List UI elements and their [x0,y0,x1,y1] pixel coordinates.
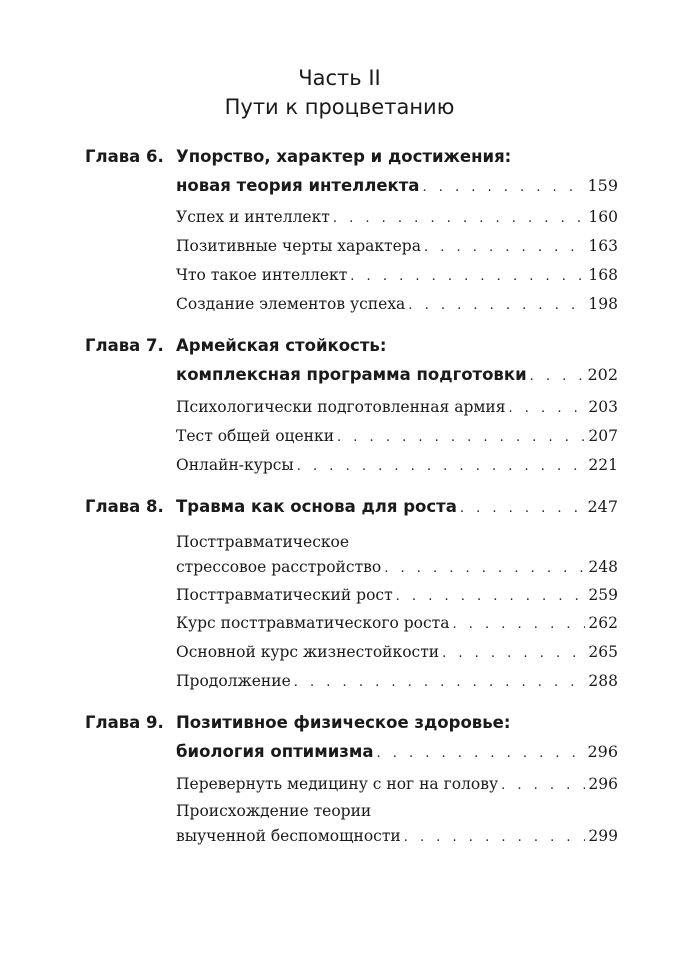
entry-page-number: 265 [588,643,618,661]
entry-page-number: 259 [588,586,618,604]
toc-entry[interactable] [176,611,618,638]
entry-title: Создание элементов успеха [176,295,406,313]
chapter-title-line: Упорство, характер и достижения: [176,147,512,166]
entry-title: Продолжение [176,672,291,690]
entry-title: Посттравматический рост [176,586,393,604]
entry-page-number: 262 [588,614,618,632]
entry-page-number: 248 [588,557,618,576]
dot-leader [337,426,585,451]
entry-title: Курс посттравматического роста [176,614,450,632]
chapter-label: Глава 8. [85,497,164,516]
chapter-label: Глава 9. [85,713,164,732]
chapter-page-number: 247 [587,497,618,516]
entry-title: Онлайн-курсы [176,456,294,474]
dot-leader [350,265,585,290]
dot-leader [376,739,584,768]
entry-title: Что такое интеллект [176,266,348,284]
toc-entry[interactable] [176,263,618,290]
chapter-title-line: Травма как основа для роста [176,497,457,516]
entry-page-number: 163 [588,237,618,255]
chapter-title-line: новая теория интеллекта [176,176,420,195]
toc-entry[interactable] [176,583,618,610]
dot-leader [408,294,585,319]
part-number: Часть II [298,66,381,90]
entry-page-number: 198 [588,295,618,313]
toc-entry[interactable] [176,234,618,261]
entry-title: Перевернуть медицину с ног на голову [176,775,499,793]
part-title: Пути к процветанию [224,95,455,119]
chapter-title-line: биология оптимизма [176,742,374,761]
entry-page-number: 288 [588,672,618,690]
entry-page-number: 221 [588,456,618,474]
dot-leader [460,494,585,523]
chapter-page-number: 202 [587,365,618,384]
entry-page-number: 296 [588,775,618,793]
dot-leader [509,397,586,422]
chapter-title-line: комплексная программа подготовки [176,365,527,384]
chapter-page-number: 296 [587,742,618,761]
dot-leader [501,774,585,799]
dot-leader [333,207,586,232]
entry-title: Успех и интеллект [176,208,330,226]
toc-entry[interactable] [176,669,618,696]
entry-title: Основной курс жизнестойкости [176,643,440,661]
toc-entry[interactable] [176,640,618,667]
entry-title: стрессовое расстройство [176,557,382,576]
entry-page-number: 203 [588,398,618,416]
entry-title: выученной беспомощности [176,826,401,845]
dot-leader [530,362,585,391]
entry-page-number: 168 [588,266,618,284]
entry-title: Психологически подготовленная армия [176,398,506,416]
toc-entry[interactable] [176,772,618,799]
dot-leader [294,671,586,696]
toc-entry[interactable] [176,799,618,850]
toc-entry[interactable] [176,205,618,232]
toc-entry[interactable] [176,395,618,422]
dot-leader [452,613,585,638]
chapter-title-line: Позитивное физическое здоровье: [176,713,511,732]
entry-page-number: 299 [588,826,618,845]
chapter-label: Глава 6. [85,147,164,166]
entry-title-line: Посттравматическое [176,533,350,551]
toc-entry[interactable] [176,530,618,581]
entry-title: Тест общей оценки [176,427,335,445]
toc-entry[interactable] [176,424,618,451]
chapter-label: Глава 7. [85,336,164,355]
toc-entry[interactable] [176,453,618,480]
entry-page-number: 160 [588,208,618,226]
entry-title: Позитивные черты характера [176,237,421,255]
chapter-page-number: 159 [587,176,618,195]
dot-leader [442,642,585,667]
chapter-title-line: Армейская стойкость: [176,336,387,355]
dot-leader [396,585,586,610]
part-heading [0,64,679,122]
entry-page-number: 207 [588,427,618,445]
dot-leader [384,557,585,582]
dot-leader [297,455,586,480]
entry-title-line: Происхождение теории [176,802,372,820]
dot-leader [422,173,584,202]
dot-leader [424,236,585,261]
toc-entry[interactable] [176,292,618,319]
dot-leader [404,826,586,851]
